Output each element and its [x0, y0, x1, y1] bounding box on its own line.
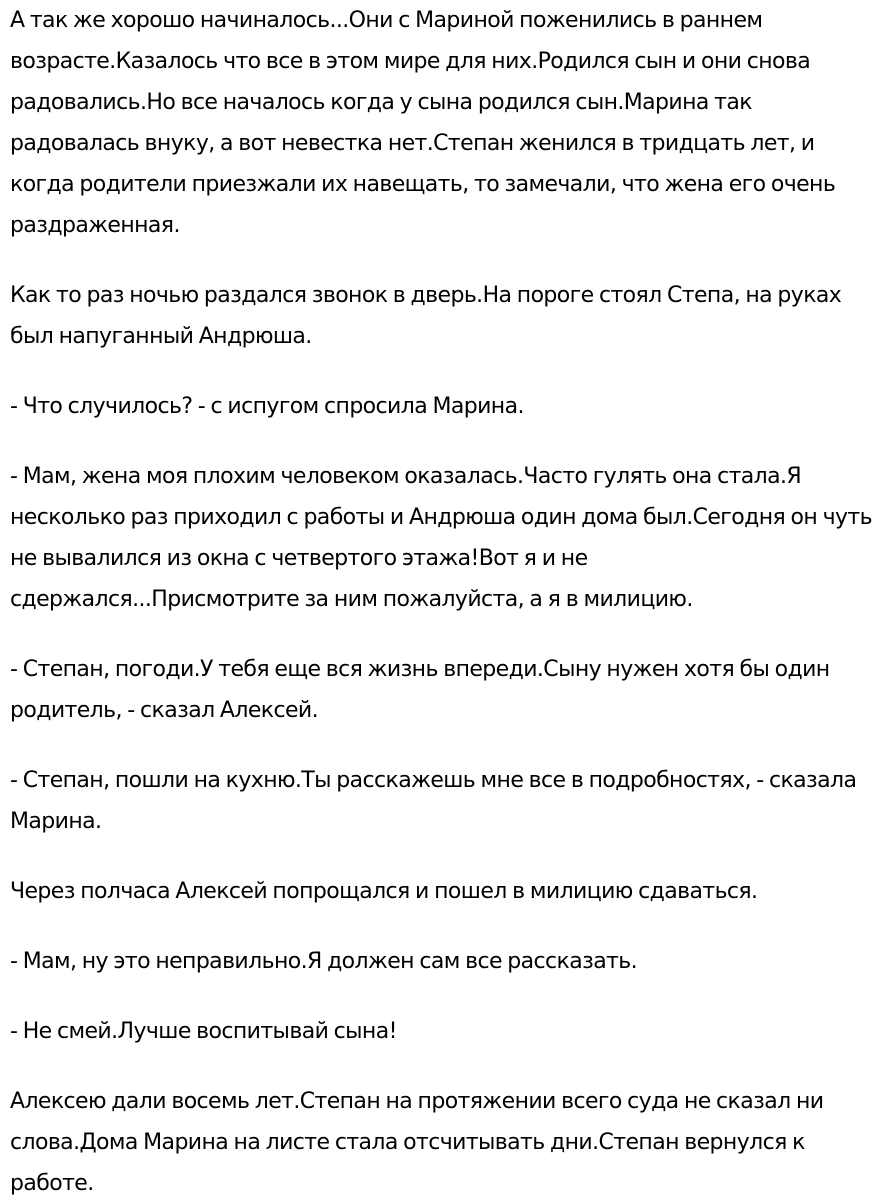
paragraph-intro: А так же хорошо начиналось...Они с Мариной поженились в раннем возрасте.Казалось что все в этом мире для них.Родился сын и они снова радовались.Но все началось когда у сына родился сын.Марина так радовалась внуку, а вот невестка нет.Степан женился в тридцать лет, и когда родители приезжали их навещать, то замечали, что жена его очень раздраженная. — [10, 8, 836, 238]
paragraph-dialogue-aleksey: - Степан, погоди.У тебя еще вся жизнь впереди.Сыну нужен хотя бы один родитель, - сказал Алексей. — [10, 657, 830, 723]
paragraph-sentence: Алексею дали восемь лет.Степан на протяжении всего суда не сказал ни слова.Дома Марина на листе стала отсчитывать дни.Степан вернулся к работе. — [10, 1089, 824, 1196]
paragraph-dialogue-dont-dare: - Не смей.Лучше воспитывай сына! — [10, 1019, 397, 1044]
paragraph-dialogue-marina-kitchen: - Степан, пошли на кухню.Ты расскажешь мне все в подробностях, - сказала Марина. — [10, 768, 857, 834]
paragraph-dialogue-not-right: - Мам, ну это неправильно.Я должен сам все рассказать. — [10, 949, 638, 974]
paragraph-aleksey-leaves: Через полчаса Алексей попрощался и пошел в милицию сдаваться. — [10, 879, 758, 904]
paragraph-dialogue-what-happened: - Что случилось? - с испугом спросила Марина. — [10, 394, 524, 419]
paragraph-dialogue-stepan-story: - Мам, жена моя плохим человеком оказалась.Часто гулять она стала.Я несколько раз приходил с работы и Андрюша один дома был.Сегодня он чуть не вывалился из окна с четвертого этажа!Вот я и не сдержался...Присмотрите за ним пожалуйста, а я в милицию. — [10, 464, 872, 612]
paragraph-night-call: Как то раз ночью раздался звонок в дверь.На пороге стоял Степа, на руках был напуганный Андрюша. — [10, 283, 842, 349]
